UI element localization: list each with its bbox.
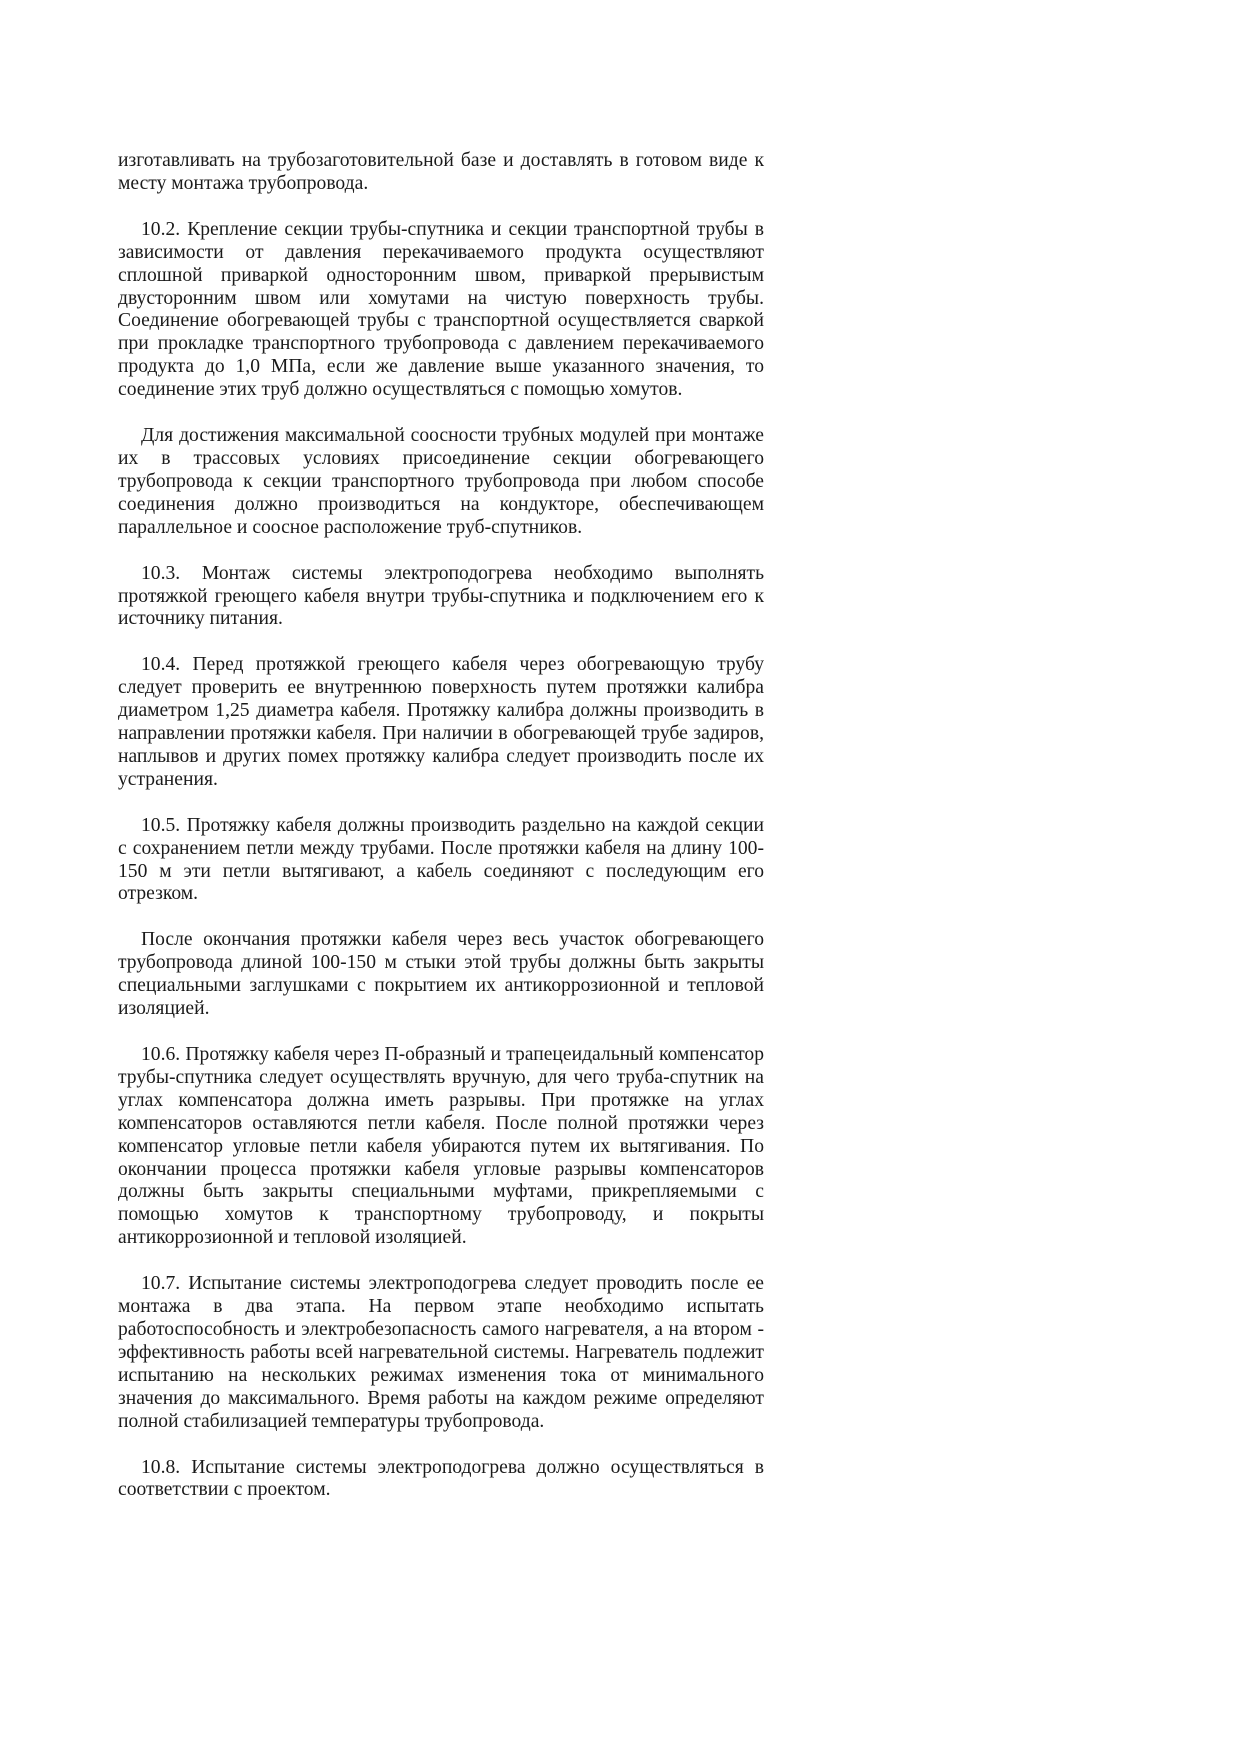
- paragraph-10-2: 10.2. Крепление секции трубы-спутника и секции транспортной трубы в зависимости от давления перекачиваемого продукта осуществляют сплошной приваркой односторонним швом, приваркой прерывистым двусторонним швом или хомутами на чистую поверхность трубы. Соединение обогревающей трубы с транспортной осуществляется сваркой при прокладке транспортного трубопровода с давлением перекачиваемого продукта до 1,0 МПа, если же давление выше указанного значения, то соединение этих труб должно осуществляться с помощью хомутов.: [118, 218, 764, 401]
- paragraph-alignment: Для достижения максимальной соосности трубных модулей при монтаже их в трассовых условиях присоединение секции обогревающего трубопровода к секции транспортного трубопровода при любом способе соединения должно производиться на кондукторе, обеспечивающем параллельное и соосное расположение труб-спутников.: [118, 425, 764, 538]
- paragraph-10-6: 10.6. Протяжку кабеля через П-образный и трапецеидальный компенсатор трубы-спутника следует осуществлять вручную, для чего труба-спутник на углах компенсатора должна иметь разрывы. При протяжке на углах компенсаторов оставляются петли кабеля. После полной протяжки через компенсатор угловые петли кабеля убираются путем их вытягивания. По окончании процесса протяжки кабеля угловые разрывы компенсаторов должны быть закрыты специальными муфтами, прикрепляемыми с помощью хомутов к транспортному трубопроводу, и покрыты антикоррозионной и тепловой изоляцией.: [118, 1044, 764, 1249]
- paragraph-continuation: изготавливать на трубозаготовительной базе и доставлять в готовом виде к месту монтажа трубопровода.: [118, 150, 764, 194]
- paragraph-10-5: 10.5. Протяжку кабеля должны производить раздельно на каждой секции с сохранением петли между трубами. После протяжки кабеля на длину 100-150 м эти петли вытягивают, а кабель соединяют с последующим его отрезком.: [118, 814, 764, 905]
- document-page: [118, 150, 764, 1525]
- paragraph-cable-joints: После окончания протяжки кабеля через весь участок обогревающего трубопровода длиной 100-150 м стыки этой трубы должны быть закрыты специальными заглушками с покрытием их антикоррозионной и тепловой изоляцией.: [118, 929, 764, 1020]
- paragraph-10-7: 10.7. Испытание системы электроподогрева следует проводить после ее монтажа в два этапа. На первом этапе необходимо испытать работоспособность и электробезопасность самого нагревателя, а на втором - эффективность работы всей нагревательной системы. Нагреватель подлежит испытанию на нескольких режимах изменения тока от минимального значения до максимального. Время работы на каждом режиме определяют полной стабилизацией температуры трубопровода.: [118, 1273, 764, 1432]
- paragraph-10-3: 10.3. Монтаж системы электроподогрева необходимо выполнять протяжкой греющего кабеля внутри трубы-спутника и подключением его к источнику питания.: [118, 562, 764, 630]
- paragraph-10-8: 10.8. Испытание системы электроподогрева должно осуществляться в соответствии с проектом.: [118, 1456, 764, 1501]
- paragraph-10-4: 10.4. Перед протяжкой греющего кабеля через обогревающую трубу следует проверить ее внутреннюю поверхность путем протяжки калибра диаметром 1,25 диаметра кабеля. Протяжку калибра должны производить в направлении протяжки кабеля. При наличии в обогревающей трубе задиров, наплывов и других помех протяжку калибра следует производить после их устранения.: [118, 654, 764, 790]
